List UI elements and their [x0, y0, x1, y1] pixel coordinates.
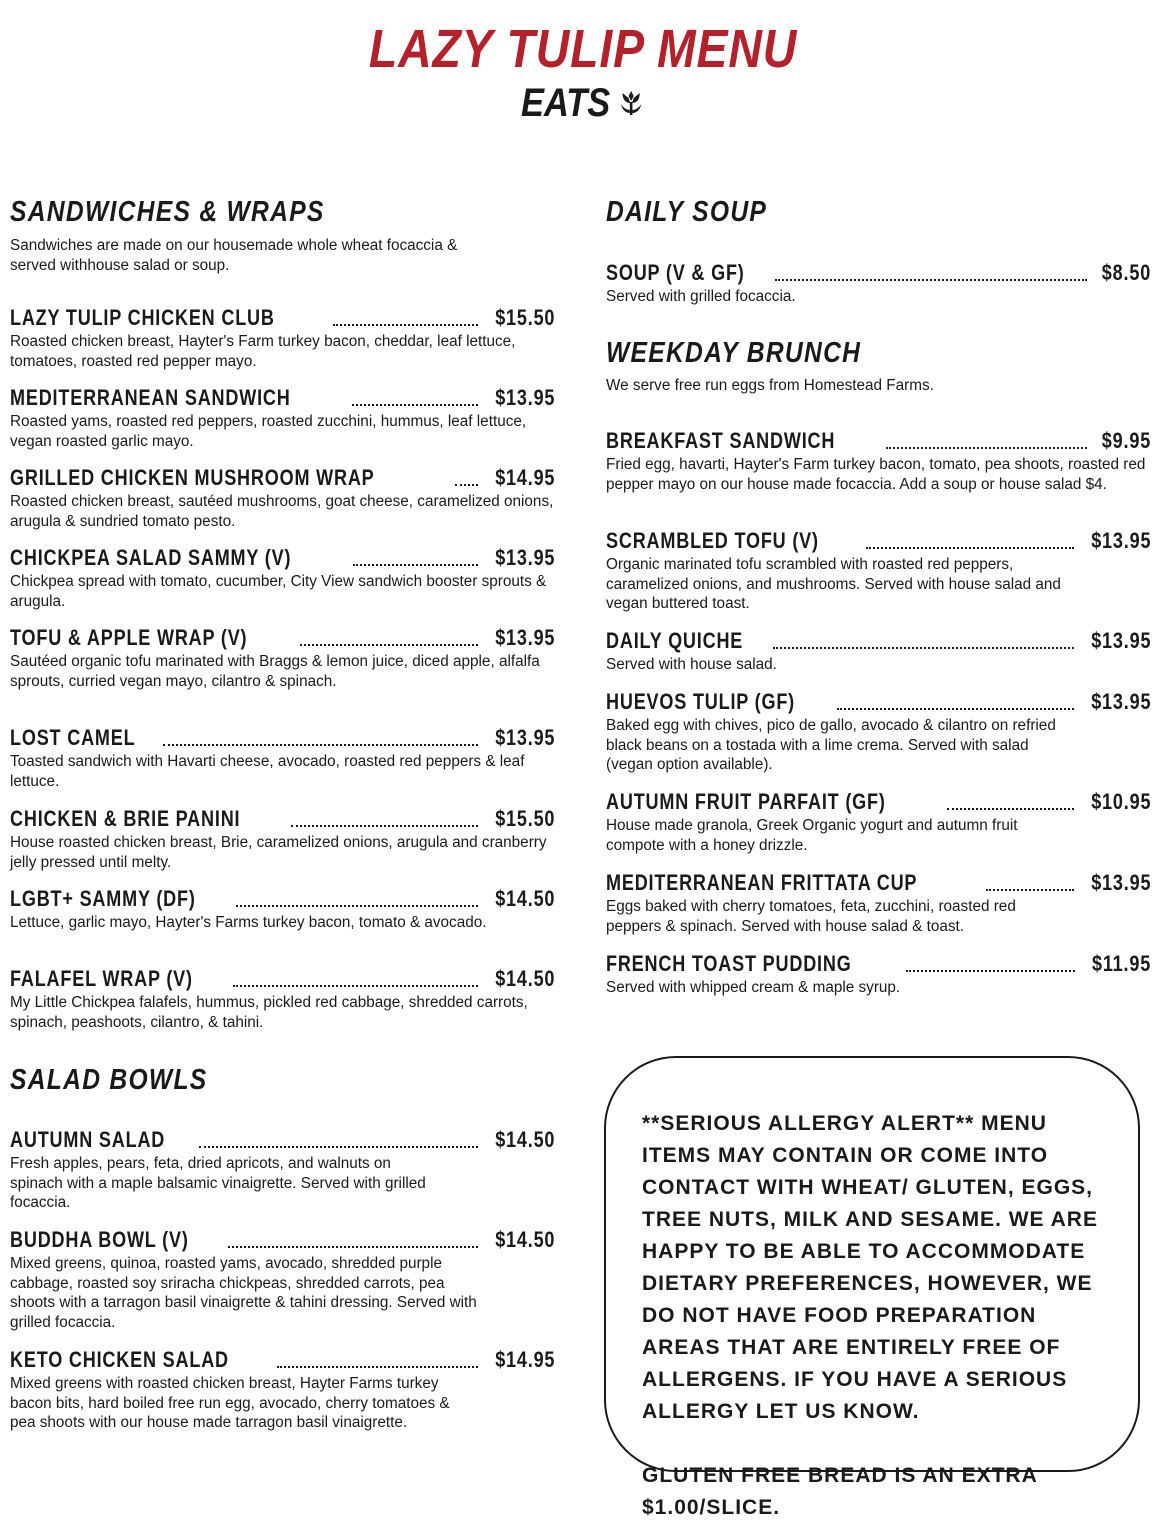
item-name: SCRAMBLED TOFU (V)	[606, 528, 819, 553]
leader-dots	[236, 905, 477, 907]
item-price: $14.50	[494, 1127, 555, 1152]
eats-label: EATS	[521, 81, 611, 125]
soup-heading: DAILY SOUP	[606, 196, 768, 228]
leader-dots	[233, 985, 478, 987]
leader-dots	[199, 1146, 478, 1148]
menu-item	[10, 465, 555, 531]
leader-dots	[906, 970, 1075, 972]
leader-dots	[353, 564, 478, 566]
item-name: GRILLED CHICKEN MUSHROOM WRAP	[10, 465, 375, 490]
leader-dots	[775, 279, 1087, 281]
item-desc: Roasted yams, roasted red peppers, roasted zucchini, hummus, leaf lettuce, vegan roasted garlic mayo.	[10, 413, 527, 450]
item-price: $8.50	[1101, 260, 1151, 285]
item-name: HUEVOS TULIP (GF)	[606, 689, 796, 714]
menu-item	[606, 528, 1151, 614]
item-desc: Lettuce, garlic mayo, Hayter's Farms turkey bacon, tomato & avocado.	[10, 914, 487, 931]
item-desc: My Little Chickpea falafels, hummus, pickled red cabbage, shredded carrots, spinach, peashoots, cilantro, & tahini.	[10, 994, 528, 1031]
leader-dots	[866, 547, 1074, 549]
item-desc: House roasted chicken breast, Brie, caramelized onions, arugula and cranberry jelly pressed until melty.	[10, 834, 547, 871]
brunch-heading: WEEKDAY BRUNCH	[606, 337, 862, 369]
menu-item	[10, 385, 555, 451]
item-price: $13.95	[494, 545, 555, 570]
leader-dots	[277, 1366, 478, 1368]
item-price: $15.50	[494, 806, 555, 831]
item-name: MEDITERRANEAN SANDWICH	[10, 385, 291, 410]
item-price: $14.50	[494, 1227, 555, 1252]
leader-dots	[455, 484, 478, 486]
menu-item	[606, 260, 1151, 307]
item-name: AUTUMN SALAD	[10, 1127, 166, 1152]
menu-item	[606, 951, 1151, 998]
item-name: CHICKEN & BRIE PANINI	[10, 806, 241, 831]
tulip-icon	[617, 87, 645, 119]
item-name: FRENCH TOAST PUDDING	[606, 951, 852, 976]
item-name: SOUP (V & GF)	[606, 260, 745, 285]
item-name: KETO CHICKEN SALAD	[10, 1347, 229, 1372]
salads-heading: SALAD BOWLS	[10, 1064, 208, 1096]
item-price: $13.95	[1090, 528, 1151, 553]
leader-dots	[773, 647, 1073, 649]
item-name: BREAKFAST SANDWICH	[606, 428, 836, 453]
item-desc: Baked egg with chives, pico de gallo, avocado & cilantro on refried black beans on a tostada with a lime crema. Served with salad (vegan option available).	[606, 717, 1056, 773]
menu-item	[10, 1347, 555, 1433]
item-price: $14.50	[494, 966, 555, 991]
menu-item	[10, 806, 555, 872]
item-name: LGBT+ SAMMY (DF)	[10, 886, 196, 911]
item-price: $15.50	[494, 305, 555, 330]
menu-item	[10, 625, 555, 691]
item-desc: Roasted chicken breast, Hayter's Farm turkey bacon, cheddar, leaf lettuce, tomatoes, roasted red pepper mayo.	[10, 333, 516, 370]
allergy-notice-box	[604, 1056, 1140, 1519]
leader-dots	[886, 447, 1087, 449]
item-name: LAZY TULIP CHICKEN CLUB	[10, 305, 275, 330]
item-name: DAILY QUICHE	[606, 628, 744, 653]
menu-item	[10, 886, 555, 933]
item-desc: Chickpea spread with tomato, cucumber, City View sandwich booster sprouts & arugula.	[10, 573, 547, 610]
sandwiches-heading: SANDWICHES & WRAPS	[10, 196, 325, 228]
item-desc: Mixed greens with roasted chicken breast, Hayter Farms turkey bacon bits, hard boiled free run egg, avocado, cherry tomatoes & pea shoots with our house made tarragon basil vinaigrette.	[10, 1375, 450, 1431]
menu-item	[10, 1227, 555, 1332]
menu-item	[606, 428, 1151, 494]
item-price: $13.95	[494, 625, 555, 650]
menu-item	[606, 870, 1151, 936]
sandwiches-note: Sandwiches are made on our housemade whole wheat focaccia & served withhouse salad or soup.	[10, 237, 458, 274]
item-name: CHICKPEA SALAD SAMMY (V)	[10, 545, 292, 570]
menu-item	[606, 689, 1151, 775]
leader-dots	[986, 889, 1074, 891]
menu-subtitle	[521, 80, 645, 126]
item-desc: Served with grilled focaccia.	[606, 288, 796, 305]
item-desc: Served with whipped cream & maple syrup.	[606, 979, 901, 996]
gluten-free-note: GLUTEN FREE BREAD IS AN EXTRA $1.00/SLICE.	[642, 1464, 1037, 1519]
allergy-notice	[642, 1108, 1112, 1524]
item-name: MEDITERRANEAN FRITTATA CUP	[606, 870, 918, 895]
item-desc: Organic marinated tofu scrambled with roasted red peppers, caramelized onions, and mushrooms. Served with house salad and vegan buttered toast.	[606, 556, 1061, 612]
item-price: $11.95	[1091, 951, 1151, 976]
item-name: FALAFEL WRAP (V)	[10, 966, 193, 991]
item-desc: Fresh apples, pears, feta, dried apricots, and walnuts on spinach with a maple balsamic vinaigrette. Served with grilled focaccia.	[10, 1155, 426, 1211]
leader-dots	[228, 1246, 478, 1248]
item-price: $13.95	[1090, 689, 1151, 714]
leader-dots	[291, 825, 478, 827]
leader-dots	[333, 324, 478, 326]
item-price: $14.50	[494, 886, 555, 911]
item-price: $13.95	[1090, 870, 1151, 895]
item-name: LOST CAMEL	[10, 725, 136, 750]
menu-item	[606, 628, 1151, 675]
menu-item	[10, 725, 555, 791]
menu-title: LAZY TULIP MENU	[368, 19, 798, 79]
item-price: $10.95	[1090, 789, 1151, 814]
allergy-alert-text: **SERIOUS ALLERGY ALERT** MENU ITEMS MAY CONTAIN OR COME INTO CONTACT WITH WHEAT/ GLUTEN, EGGS, TREE NUTS, MILK AND SESAME. WE ARE HAPPY TO BE ABLE TO ACCOMMODATE DIETARY PREFERENCES, HOWEVER, WE DO NOT HAVE FOOD PREPARATION AREAS THAT ARE ENTIRELY FREE OF ALLERGENS. IF YOU HAVE A SERIOUS ALLERGY LET US KNOW.	[642, 1112, 1098, 1423]
item-name: AUTUMN FRUIT PARFAIT (GF)	[606, 789, 886, 814]
brunch-note: We serve free run eggs from Homestead Farms.	[606, 377, 934, 394]
item-price: $14.95	[494, 1347, 555, 1372]
menu-header	[0, 18, 1166, 126]
menu-item	[10, 305, 555, 371]
item-desc: Fried egg, havarti, Hayter's Farm turkey bacon, tomato, pea shoots, roasted red pepper mayo on our house made focaccia. Add a soup or house salad $4.	[606, 456, 1146, 493]
item-price: $14.95	[494, 465, 555, 490]
menu-item	[606, 789, 1151, 855]
menu-item	[10, 966, 555, 1032]
item-desc: House made granola, Greek Organic yogurt and autumn fruit compote with a honey drizzle.	[606, 817, 1018, 854]
leader-dots	[163, 744, 478, 746]
item-desc: Roasted chicken breast, sautéed mushrooms, goat cheese, caramelized onions, arugula & sundried tomato pesto.	[10, 493, 554, 530]
item-price: $13.95	[1090, 628, 1151, 653]
item-desc: Sautéed organic tofu marinated with Braggs & lemon juice, diced apple, alfalfa sprouts, curried vegan mayo, cilantro & spinach.	[10, 653, 540, 690]
menu-item	[10, 545, 555, 611]
item-desc: Eggs baked with cherry tomatoes, feta, zucchini, roasted red peppers & spinach. Served with house salad & toast.	[606, 898, 1016, 935]
item-desc: Toasted sandwich with Havarti cheese, avocado, roasted red peppers & leaf lettuce.	[10, 753, 525, 790]
item-name: TOFU & APPLE WRAP (V)	[10, 625, 248, 650]
item-name: BUDDHA BOWL (V)	[10, 1227, 189, 1252]
leader-dots	[352, 404, 477, 406]
item-desc: Served with house salad.	[606, 656, 777, 673]
leader-dots	[300, 644, 478, 646]
menu-item	[10, 1127, 555, 1213]
item-price: $13.95	[494, 385, 555, 410]
leader-dots	[837, 708, 1074, 710]
item-desc: Mixed greens, quinoa, roasted yams, avocado, shredded purple cabbage, roasted soy sriracha chickpeas, shredded carrots, pea shoots with a tarragon basil vinaigrette & tahini dressing. Served with grilled focaccia.	[10, 1255, 477, 1331]
leader-dots	[947, 808, 1074, 810]
item-price: $13.95	[494, 725, 555, 750]
item-price: $9.95	[1101, 428, 1151, 453]
